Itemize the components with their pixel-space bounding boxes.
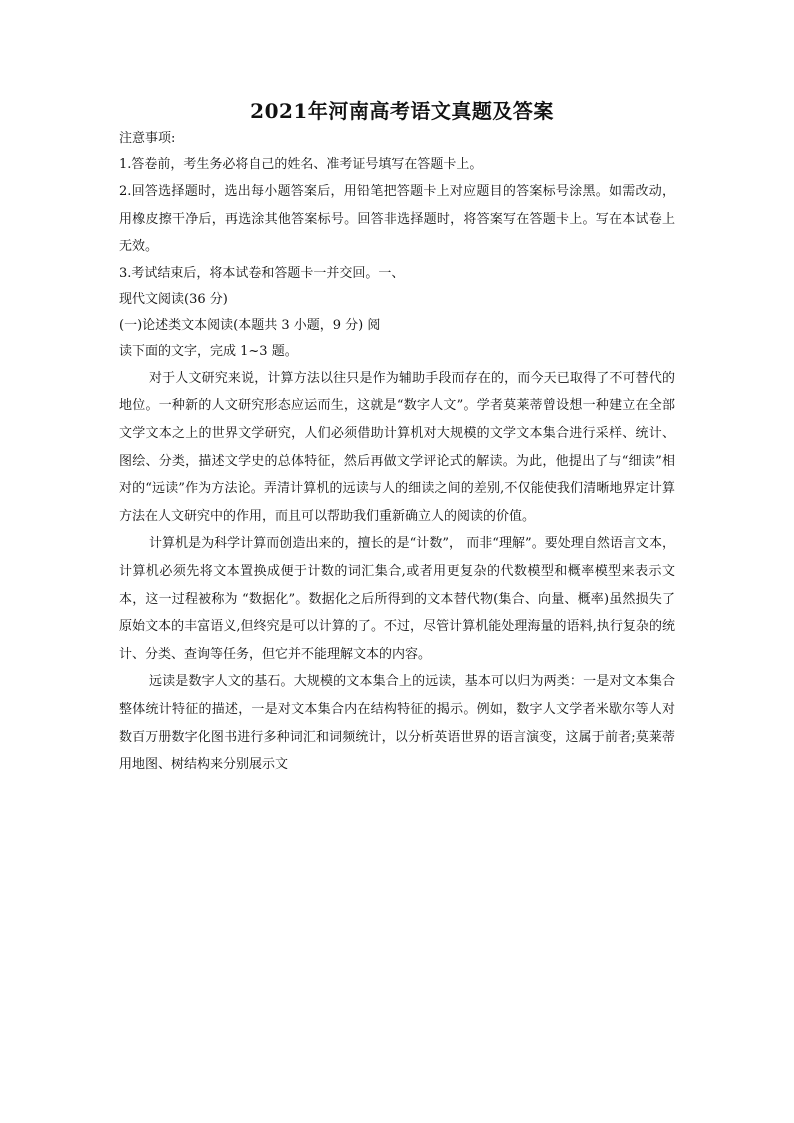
reading-instruction: 读下面的文字，完成 1~3 题。 — [119, 343, 298, 359]
body-paragraph-2: 计算机是为科学计算而创造出来的，擅长的是“计数”， 而非“理解”。要处理自然语言文本，计算机必须先将文本置换成便于计数的词汇集合,或者用更复杂的代数模型和概率模型来表示文本，这一过程被称为 “数据化”。数据化之后所得到的文本替代物(集合、向量、概率)虽然损失了原始文本的丰富语义,但终究是可以计算的了。不过，尽管计算机能处理海量的语料,执行复杂的统计、分类、查询等任务，但它并不能理解文本的内容。 — [119, 536, 675, 662]
body-paragraph-3: 远读是数字人文的基石。大规模的文本集合上的远读，基本可以归为两类：一是对文本集合整体统计特征的描述，一是对文本集合内在结构特征的揭示。例如，数字人文学者米歇尔等人对数百万册数字化图书进行多种词汇和词频统计，以分析英语世界的语言演变，这属于前者;莫莱蒂用地图、树结构来分别展示文 — [119, 674, 675, 773]
document-title: 2021年河南高考语文真题及答案 — [250, 99, 554, 123]
document-content — [119, 96, 675, 779]
body-paragraph-1: 对于人文研究来说，计算方法以往只是作为辅助手段而存在的，而今天已取得了不可替代的地位。一种新的人文研究形态应运而生，这就是“数字人文”。学者莫莱蒂曾设想一种建立在全部文学文本之上的世界文学研究，人们必须借助计算机对大规模的文学文本集合进行采样、统计、图绘、分类，描述文学史的总体特征，然后再做文学评论式的解读。为此，他提出了与“细读”相对的“远读”作为方法论。弄清计算机的远读与人的细读之间的差别,不仅能使我们清晰地界定计算方法在人文研究中的作用，而且可以帮助我们重新确立人的阅读的价值。 — [119, 370, 675, 524]
subsection-title: (一)论述类文本阅读(本题共 3 小题，9 分) 阅 — [119, 317, 381, 333]
notice-item-1: 1.答卷前，考生务必将自己的姓名、准考证号填写在答题卡上。 — [119, 157, 483, 172]
notice-item-3: 3.考试结束后，将本试卷和答题卡一并交回。一、 — [119, 265, 405, 281]
section-title: 现代文阅读(36 分) — [119, 291, 228, 307]
notice-heading: 注意事项: — [119, 131, 176, 146]
notice-item-2: 2.回答选择题时，选出每小题答案后，用铅笔把答题卡上对应题目的答案标号涂黑。如需改动，用橡皮擦干净后，再选涂其他答案标号。回答非选择题时，将答案写在答题卡上。写在本试卷上无效。 — [119, 184, 675, 255]
